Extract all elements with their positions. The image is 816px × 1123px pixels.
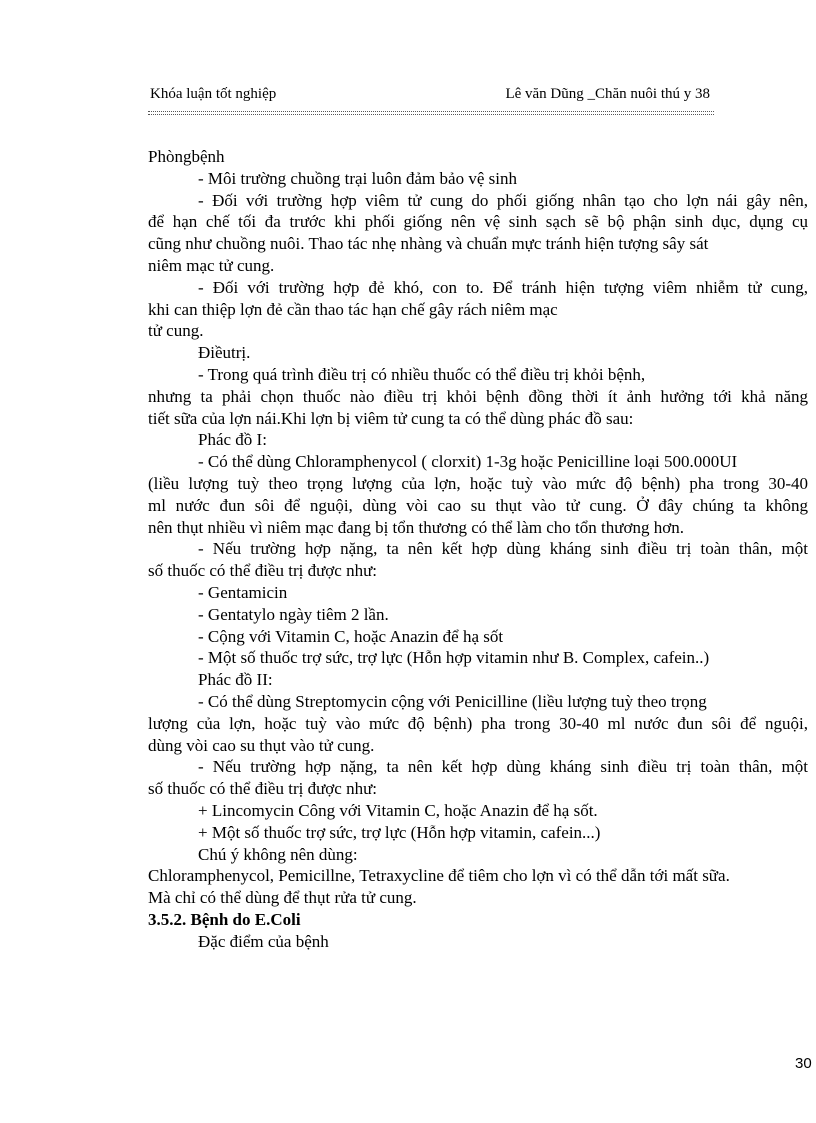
paragraph-line: Điềutrị. <box>198 343 251 363</box>
paragraph-line: Đặc điểm của bệnh <box>198 931 329 951</box>
paragraph-line: - Nếu trường hợp nặng, ta nên kết hợp dùng kháng sinh điều trị toàn thân, một <box>198 757 808 777</box>
paragraph-line: - Trong quá trình điều trị có nhiều thuốc có thể điều trị khỏi bệnh, <box>198 364 646 384</box>
paragraph-line: - Gentamicin <box>198 582 288 602</box>
paragraph-line: - Một số thuốc trợ sức, trợ lực (Hỗn hợp vitamin như B. Complex, cafein..) <box>198 648 710 668</box>
paragraph-line: nhưng ta phải chọn thuốc nào điều trị khỏi bệnh đồng thời ít ảnh hưởng tới khả năng <box>148 386 808 406</box>
paragraph-line: - Cộng với Vitamin C, hoặc Anazin để hạ sốt <box>198 626 504 646</box>
page-header <box>148 84 714 108</box>
paragraph-line: (liều lượng tuỳ theo trọng lượng của lợn, hoặc tuỳ vào mức độ bệnh) pha trong 30-40 <box>148 473 808 493</box>
paragraph-line: - Gentatylo ngày tiêm 2 lần. <box>198 604 389 624</box>
paragraph-line: Phòngbệnh <box>148 147 225 166</box>
paragraph-line: dùng vòi cao su thụt vào tử cung. <box>148 735 375 755</box>
paragraph-line: cũng như chuồng nuôi. Thao tác nhẹ nhàng và chuẩn mực tránh hiện tượng sây sát <box>148 234 709 254</box>
paragraph-line: lượng của lợn, hoặc tuỳ vào mức độ bệnh) pha trong 30-40 ml nước đun sôi để nguội, <box>148 713 808 733</box>
header-divider <box>148 111 714 112</box>
paragraph-line: - Có thể dùng Streptomycin cộng với Penicilline (liều lượng tuỳ theo trọng <box>198 691 707 711</box>
paragraph-line: Chú ý không nên dùng: <box>198 844 358 864</box>
paragraph-line: số thuốc có thể điều trị được như: <box>148 779 378 799</box>
paragraph-line: nên thụt nhiều vì niêm mạc đang bị tổn thương có thể làm cho tổn thương hơn. <box>148 517 684 537</box>
page-number: 30 <box>795 1055 812 1072</box>
header-divider-second <box>148 114 714 115</box>
paragraph-line: + Một số thuốc trợ sức, trợ lực (Hỗn hợp vitamin, cafein...) <box>198 822 601 842</box>
paragraph-line: - Đối với trường hợp viêm tử cung do phối giống nhân tạo cho lợn nái gây nên, <box>198 190 808 210</box>
paragraph-line: ml nước đun sôi để nguội, dùng vòi cao su thụt vào tử cung. Ở đây chúng ta không <box>148 495 808 515</box>
paragraph-line: tử cung. <box>148 321 204 341</box>
header-left-text: Khóa luận tốt nghiệp <box>150 86 277 102</box>
header-right-text: Lê văn Dũng _Chăn nuôi thú y 38 <box>505 86 710 102</box>
paragraph-line: - Có thể dùng Chloramphenycol ( clorxit) 1-3g hoặc Penicilline loại 500.000UI <box>198 452 738 472</box>
paragraph-line: tiết sữa của lợn nái.Khi lợn bị viêm tử cung ta có thể dùng phác đồ sau: <box>148 408 634 428</box>
paragraph-line: Chloramphenycol, Pemicillne, Tetraxycline để tiêm cho lợn vì có thể dẫn tới mất sữa. <box>148 866 730 886</box>
paragraph-line: để hạn chế tối đa trước khi phối giống nên vệ sinh sạch sẽ bộ phận sinh dục, dụng cụ <box>148 212 808 232</box>
paragraph-line: - Môi trường chuồng trại luôn đảm bảo vệ sinh <box>198 168 517 188</box>
paragraph-line: - Đối với trường hợp đẻ khó, con to. Để tránh hiện tượng viêm nhiễm tử cung, <box>198 277 808 297</box>
paragraph-line: số thuốc có thể điều trị được như: <box>148 561 378 581</box>
document-body <box>148 146 808 952</box>
paragraph-line: Mà chỉ có thể dùng để thụt rửa tử cung. <box>148 888 417 908</box>
paragraph-line: Phác đồ II: <box>198 670 273 690</box>
paragraph-line: + Lincomycin Công với Vitamin C, hoặc Anazin để hạ sốt. <box>198 800 598 820</box>
paragraph-line: khi can thiệp lợn đẻ cần thao tác hạn chế gây rách niêm mạc <box>148 299 558 319</box>
section-heading: 3.5.2. Bệnh do E.Coli <box>148 909 301 929</box>
paragraph-line: niêm mạc tử cung. <box>148 255 275 275</box>
paragraph-line: - Nếu trường hợp nặng, ta nên kết hợp dùng kháng sinh điều trị toàn thân, một <box>198 539 808 559</box>
paragraph-line: Phác đồ I: <box>198 430 267 450</box>
